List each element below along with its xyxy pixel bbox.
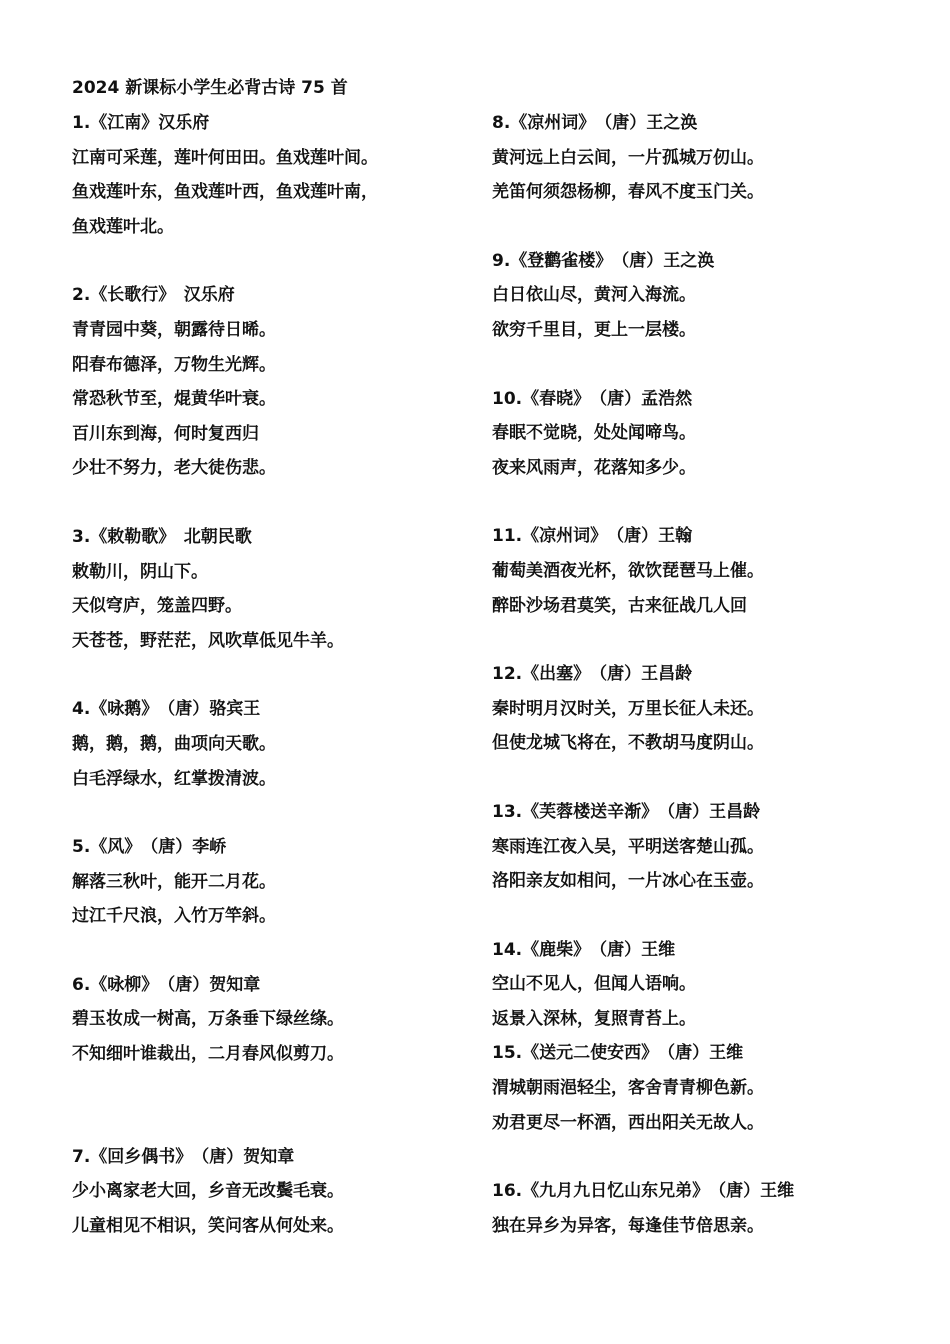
poem-13 <box>492 795 912 899</box>
poem-line: 葡萄美酒夜光杯，欲饮琵琶马上催。 <box>492 560 764 581</box>
poem-line: 儿童相见不相识，笑问客从何处来。 <box>72 1215 344 1236</box>
poem-16 <box>492 1174 912 1243</box>
poem-3 <box>72 520 492 658</box>
poem-heading: 7.《回乡偶书》 （唐）贺知章 <box>72 1146 295 1167</box>
poem-line: 鱼戏莲叶北。 <box>72 216 174 237</box>
poem-line: 天似穹庐，笼盖四野。 <box>72 596 242 617</box>
poem-line: 黄河远上白云间，一片孤城万仞山。 <box>492 147 764 168</box>
poem-5 <box>72 830 492 934</box>
poem-line: 江南可采莲，莲叶何田田。鱼戏莲叶间。 <box>72 147 378 168</box>
poem-line: 白日依山尽，黄河入海流。 <box>492 285 696 306</box>
poem-line: 白毛浮绿水，红掌拨清波。 <box>72 768 276 789</box>
poem-8 <box>492 106 912 210</box>
poem-10 <box>492 382 912 486</box>
poem-heading: 8.《凉州词》 （唐）王之涣 <box>492 113 698 133</box>
poem-heading: 2.《长歌行》 汉乐府 <box>72 285 235 306</box>
poem-9 <box>492 244 912 348</box>
poem-heading: 6.《咏柳》 （唐）贺知章 <box>72 974 261 995</box>
poem-15 <box>492 1036 912 1140</box>
document-title: 2024 新课标小学生必背古诗 75 首 <box>72 78 348 98</box>
poem-line: 但使龙城飞将在，不教胡马度阴山。 <box>492 733 764 754</box>
poem-heading: 16.《九月九日忆山东兄弟》 （唐）王维 <box>492 1181 795 1202</box>
left-column <box>72 106 492 1243</box>
poem-11 <box>492 519 912 623</box>
poem-heading: 12.《出塞》 （唐）王昌龄 <box>492 664 693 685</box>
poem-line: 少小离家老大回，乡音无改鬓毛衰。 <box>72 1181 344 1202</box>
poem-line: 返景入深林，复照青苔上。 <box>492 1008 696 1029</box>
poem-line: 醉卧沙场君莫笑，古来征战几人回 <box>492 595 747 616</box>
poem-line: 鱼戏莲叶东，鱼戏莲叶西，鱼戏莲叶南， <box>72 182 378 203</box>
poem-line: 欲穷千里目，更上一层楼。 <box>492 319 696 340</box>
poem-line: 渭城朝雨浥轻尘，客舍青青柳色新。 <box>492 1078 764 1099</box>
poem-heading: 11.《凉州词》 （唐）王翰 <box>492 526 693 547</box>
poem-line: 不知细叶谁裁出，二月春风似剪刀。 <box>72 1044 344 1065</box>
poem-heading: 15.《送元二使安西》 （唐）王维 <box>492 1043 744 1064</box>
poem-7 <box>72 1140 492 1244</box>
poem-4 <box>72 692 492 796</box>
poem-12 <box>492 657 912 761</box>
poem-6 <box>72 968 492 1072</box>
right-column <box>492 106 912 1243</box>
poem-line: 少壮不努力，老大徒伤悲。 <box>72 458 276 479</box>
poem-line: 常恐秋节至，焜黄华叶衰。 <box>72 389 276 410</box>
poem-heading: 1.《江南》汉乐府 <box>72 113 210 133</box>
poem-line: 独在异乡为异客，每逢佳节倍思亲。 <box>492 1215 764 1236</box>
poem-line: 空山不见人，但闻人语响。 <box>492 974 696 995</box>
poem-14 <box>492 933 912 1037</box>
poem-line: 过江千尺浪，入竹万竿斜。 <box>72 906 276 927</box>
poem-heading: 14.《鹿柴》 （唐）王维 <box>492 939 676 960</box>
poem-line: 百川东到海，何时复西归 <box>72 423 259 444</box>
poem-heading: 3.《敕勒歌》 北朝民歌 <box>72 526 252 547</box>
poem-line: 解落三秋叶，能开二月花。 <box>72 871 276 892</box>
poem-1 <box>72 106 492 244</box>
poem-line: 春眠不觉晓，处处闻啼鸟。 <box>492 423 696 444</box>
poem-heading: 5.《风》 （唐）李峤 <box>72 837 227 858</box>
poem-line: 天苍苍，野茫茫，风吹草低见牛羊。 <box>72 630 344 651</box>
poem-line: 洛阳亲友如相问，一片冰心在玉壶。 <box>492 871 764 892</box>
poem-heading: 10.《春晓》 （唐）孟浩然 <box>492 388 693 409</box>
poem-line: 碧玉妆成一树高，万条垂下绿丝绦。 <box>72 1009 344 1030</box>
poem-line: 秦时明月汉时关，万里长征人未还。 <box>492 698 764 719</box>
poem-line: 敕勒川，阴山下。 <box>72 561 208 582</box>
poem-heading: 13.《芙蓉楼送辛渐》 （唐）王昌龄 <box>492 801 761 822</box>
poem-line: 劝君更尽一杯酒，西出阳关无故人。 <box>492 1112 764 1133</box>
poem-line: 阳春布德泽，万物生光辉。 <box>72 354 276 375</box>
poem-line: 鹅，鹅，鹅，曲项向天歌。 <box>72 733 276 754</box>
poem-line: 夜来风雨声，花落知多少。 <box>492 457 696 478</box>
poem-line: 羌笛何须怨杨柳，春风不度玉门关。 <box>492 182 764 203</box>
poem-line: 青青园中葵，朝露待日晞。 <box>72 319 276 340</box>
poem-line: 寒雨连江夜入吴，平明送客楚山孤。 <box>492 836 764 857</box>
poem-2 <box>72 278 492 486</box>
poem-heading: 9.《登鹳雀楼》 （唐）王之涣 <box>492 250 715 271</box>
poem-heading: 4.《咏鹅》 （唐）骆宾王 <box>72 699 261 720</box>
